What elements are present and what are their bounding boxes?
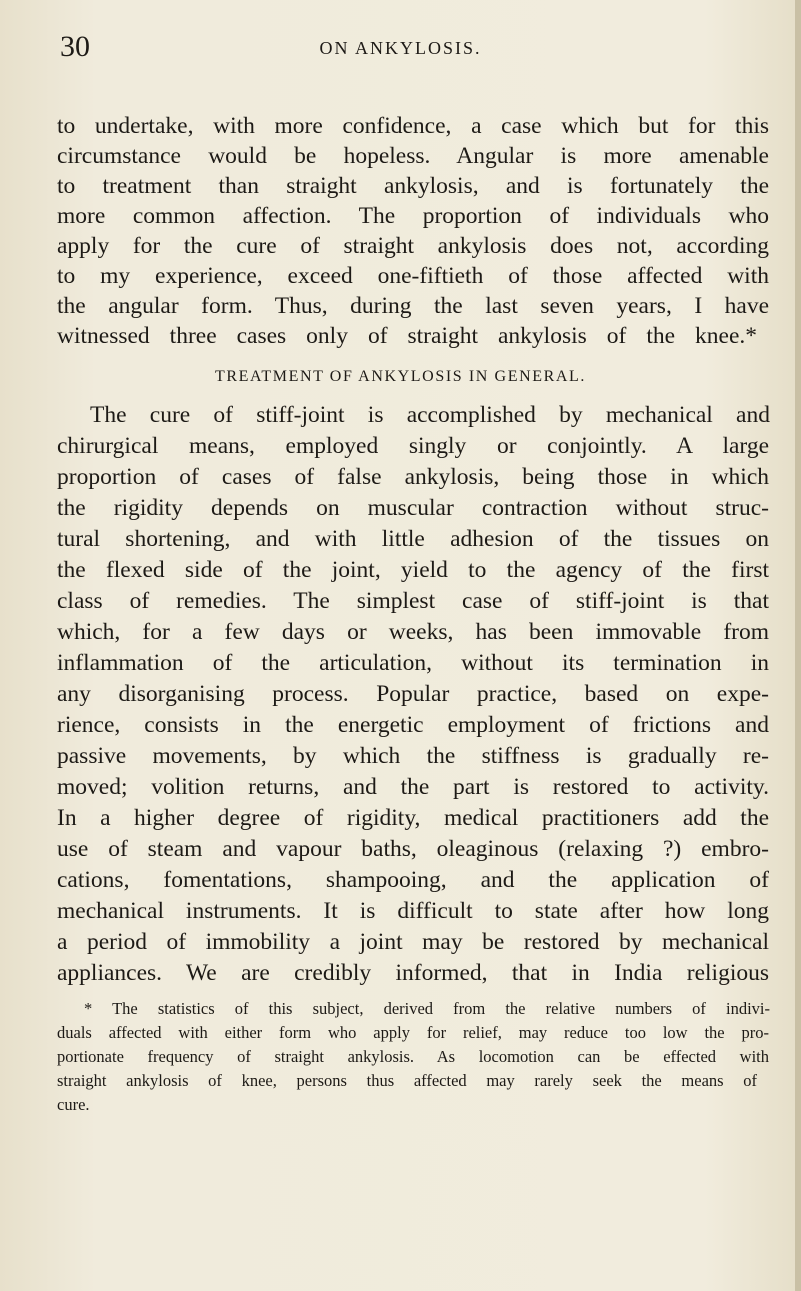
text-line: passive movements, by which the stiffness is gradually re- [57,743,769,769]
footnote-line: duals affected with either form who apply for relief, may reduce too low the pro- [57,1023,769,1042]
text-line: the rigidity depends on muscular contraction without struc- [57,495,769,521]
footnote-line: cure. [57,1095,90,1114]
text-line: the flexed side of the joint, yield to the agency of the first [57,557,769,583]
section-heading: TREATMENT OF ANKYLOSIS IN GENERAL. [215,368,586,385]
footnote-line: portionate frequency of straight ankylosis. As locomotion can be effected with [57,1047,769,1066]
text-line: any disorganising process. Popular practice, based on expe- [57,681,769,707]
text-line: cations, fomentations, shampooing, and the application of [57,867,769,893]
running-title: ON ANKYLOSIS. [319,38,482,58]
text-line: witnessed three cases only of straight ankylosis of the knee.* [57,323,757,349]
text-line: circumstance would be hopeless. Angular is more amenable [57,143,769,169]
page-header [0,28,801,68]
text-line: tural shortening, and with little adhesion of the tissues on [57,526,769,552]
text-line: chirurgical means, employed singly or conjointly. A large [57,433,769,459]
text-line: to treatment than straight ankylosis, and is fortunately the [57,173,769,199]
text-line: apply for the cure of straight ankylosis does not, according [57,233,769,259]
text-line: proportion of cases of false ankylosis, being those in which [57,464,769,490]
text-line: more common affection. The proportion of individuals who [57,203,769,229]
text-line: use of steam and vapour baths, oleaginous (relaxing ?) embro- [57,836,769,862]
text-line: class of remedies. The simplest case of stiff-joint is that [57,588,769,614]
text-line: which, for a few days or weeks, has been immovable from [57,619,769,645]
text-line: moved; volition returns, and the part is restored to activity. [57,774,769,800]
text-line: to undertake, with more confidence, a case which but for this [57,113,769,139]
page-edge [795,0,801,1291]
text-line: rience, consists in the energetic employment of frictions and [57,712,769,738]
text-line: appliances. We are credibly informed, that in India religious [57,960,769,986]
text-line: a period of immobility a joint may be restored by mechanical [57,929,769,955]
text-line: The cure of stiff-joint is accomplished by mechanical and [90,402,770,428]
footnote-line: straight ankylosis of knee, persons thus affected may rarely seek the means of [57,1071,757,1090]
footnote-line: * The statistics of this subject, derived from the relative numbers of indivi- [84,999,770,1018]
text-line: inflammation of the articulation, without its termination in [57,650,769,676]
text-line: mechanical instruments. It is difficult to state after how long [57,898,769,924]
text-line: In a higher degree of rigidity, medical practitioners add the [57,805,769,831]
text-line: the angular form. Thus, during the last seven years, I have [57,293,769,319]
text-line: to my experience, exceed one-fiftieth of those affected with [57,263,769,289]
page-number: 30 [60,30,90,63]
